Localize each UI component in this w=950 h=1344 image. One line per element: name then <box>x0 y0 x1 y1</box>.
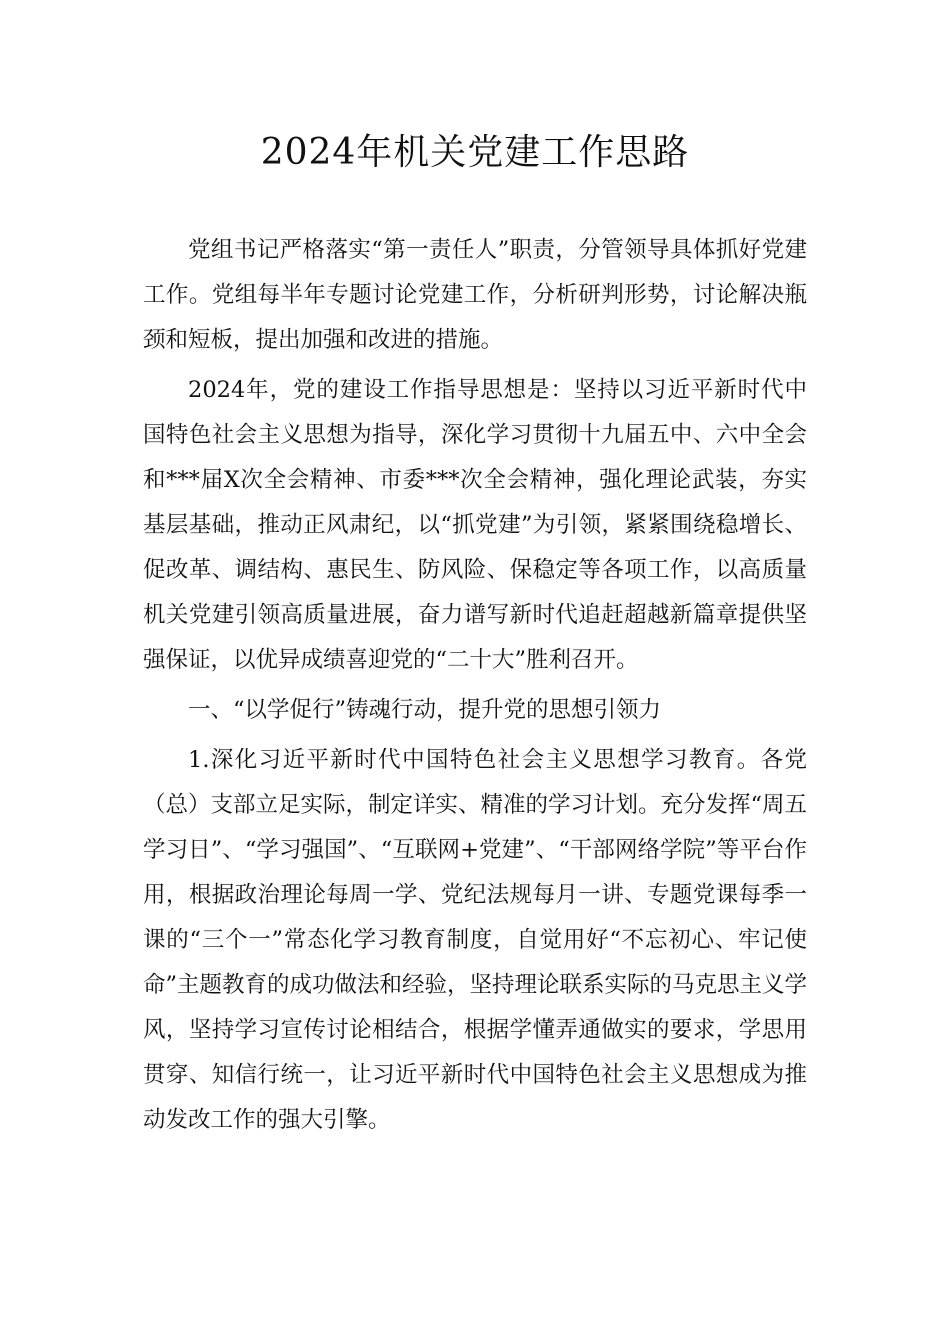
document-title: 2024年机关党建工作思路 <box>260 132 690 173</box>
paragraph-guiding-thought: 2024年，党的建设工作指导思想是：坚持以习近平新时代中国特色社会主义思想为指导，深化学习贯彻十九届五中、六中全会和***届X次全会精神、市委***次全会精神，强化理论武装，夯实基层基础，推动正风肃纪，以“抓党建”为引领，紧紧围绕稳增长、促改革、调结构、惠民生、防风险、保稳定等各项工作，以高质量机关党建引领高质量进展，奋力谱写新时代追赶超越新篇章提供坚强保证，以优异成绩喜迎党的“二十大”胜利召开。 <box>143 377 807 673</box>
document-body <box>143 228 807 1143</box>
paragraph-item-1: 1.深化习近平新时代中国特色社会主义思想学习教育。各党（总）支部立足实际，制定详实、精准的学习计划。充分发挥“周五学习日”、“学习强国”、“互联网+党建”、“干部网络学院”等平台作用，根据政治理论每周一学、党纪法规每月一讲、专题党课每季一课的“三个一”常态化学习教育制度，自觉用好“不忘初心、牢记使命”主题教育的成功做法和经验，坚持理论联系实际的马克思主义学风，坚持学习宣传讨论相结合，根据学懂弄通做实的要求，学思用贯穿、知信行统一，让习近平新时代中国特色社会主义思想成为推动发改工作的强大引擎。 <box>143 747 808 1133</box>
section-heading-1: 一、“以学促行”铸魂行动，提升党的思想引领力 <box>188 697 662 723</box>
paragraph-responsibility: 党组书记严格落实“第一责任人”职责，分管领导具体抓好党建工作。党组每半年专题讨论党建工作，分析研判形势，讨论解决瓶颈和短板，提出加强和改进的措施。 <box>143 237 807 353</box>
